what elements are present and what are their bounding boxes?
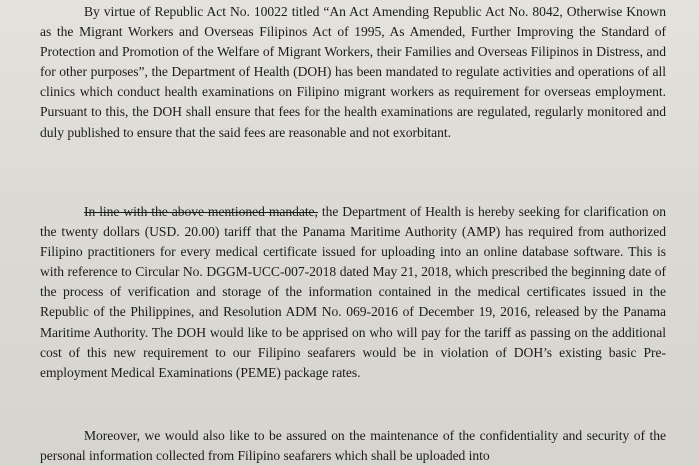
paragraph-3-text: Moreover, we would also like to be assured on the maintenance of the confidentiality and security of the personal information collected from Filipino seafarers which shall be uploaded into xyxy=(40,428,666,464)
paragraph-1-text: By virtue of Republic Act No. 10022 titled “An Act Amending Republic Act No. 8042, Otherwise Known as the Migrant Workers and Overseas Filipinos Act of 1995, As Amended, Further Improving the Standard of Protection and Promotion of the Welfare of Migrant Workers, their Families and Overseas Filipinos in Distress, and for other purposes”, the Department of Health (DOH) has been mandated to regulate activities and operations of all clinics which conduct health examinations on Filipino migrant workers as requirement for overseas employment. Pursuant to this, the DOH shall ensure that fees for the health examinations are regulated, regularly monitored and duly published to ensure that the said fees are reasonable and not exorbitant. xyxy=(40,4,666,140)
paragraph-tariff-clarification xyxy=(40,202,666,383)
paragraph-confidentiality xyxy=(40,426,666,466)
paragraph-republic-act-mandate xyxy=(40,2,666,143)
struck-through-text: In line with the above mentioned mandate, xyxy=(84,204,318,219)
paragraph-2-text: the Department of Health is hereby seeking for clarification on the twenty dollars (USD. 20.00) tariff that the Panama Maritime Authority (AMP) has required from authorized Filipino practitioners for every medical certificate issued for uploading into an online database software. This is with reference to Circular No. DGGM-UCC-007-2018 dated May 21, 2018, which prescribed the beginning date of the process of verification and storage of the information contained in the medical certificates issued in the Republic of the Philippines, and Resolution ADM No. 069-2016 of December 19, 2016, released by the Panama Maritime Authority. The DOH would like to be apprised on who will pay for the tariff as passing on the additional cost of this new requirement to our Filipino seafarers would be in violation of DOH’s existing basic Pre-employment Medical Examinations (PEME) package rates. xyxy=(40,204,666,380)
